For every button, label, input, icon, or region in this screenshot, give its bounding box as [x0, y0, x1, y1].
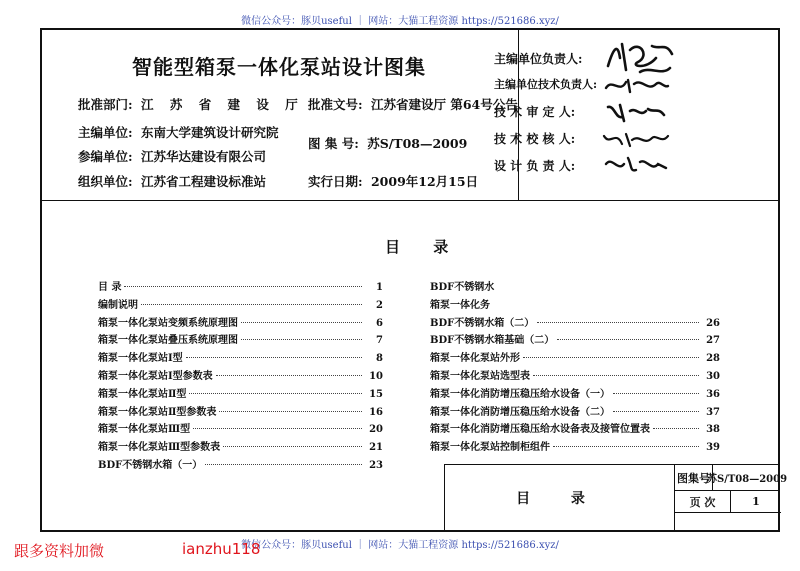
title-block-name: 目 录 — [445, 465, 675, 531]
page-value: 1 — [731, 491, 781, 513]
overlay-text-left: 跟多资料加微 — [14, 542, 105, 560]
approval-unit-value: 江 苏 省 建 设 厅 — [140, 97, 304, 112]
editor-unit-row — [78, 123, 279, 141]
organizer-unit-value: 江苏省工程建设标准站 — [140, 174, 266, 189]
title-block — [444, 464, 788, 532]
effective-date-label: 实行日期: — [308, 174, 363, 189]
toc-item[interactable]: 箱泵一体化泵站Ⅲ型参数表 21 — [98, 442, 383, 454]
atlas-value: 苏S/T08—2009 — [706, 474, 788, 485]
toc-item[interactable]: 编制说明 2 — [98, 299, 383, 311]
atlas-title: 智能型箱泵一体化泵站设计图集 — [132, 55, 426, 79]
toc-title: 目 录 — [385, 238, 463, 256]
toc-right-column — [430, 278, 720, 456]
signature-checker — [600, 128, 670, 150]
approval-doc-row — [308, 95, 518, 113]
toc-item[interactable]: 箱泵一体化泵站控制柜组件 39 — [430, 442, 720, 454]
atlas-no-row — [308, 134, 467, 152]
toc-item[interactable]: BDF不锈钢水箱（一） 23 — [98, 459, 383, 471]
editor-unit-value: 东南大学建筑设计研究院 — [140, 125, 279, 140]
participant-unit-label: 参编单位: — [78, 149, 133, 164]
toc-item[interactable]: 箱泵一体化泵站叠压系统原理图 7 — [98, 335, 383, 347]
signature-reviewer — [600, 101, 670, 123]
toc-item[interactable]: 箱泵一体化消防增压稳压给水设备表及接管位置表 38 — [430, 424, 720, 436]
organizer-unit-label: 组织单位: — [78, 174, 133, 189]
toc-item[interactable]: 箱泵一体化泵站Ⅰ型 8 — [98, 353, 383, 365]
watermark-top: 微信公众号：豚贝useful ｜ 网站：大猫工程资源 https://521686.xyz/ — [241, 16, 559, 27]
signature-design-lead — [600, 154, 670, 176]
participant-unit-row — [78, 147, 266, 165]
toc-item[interactable]: 箱泵一体化泵站Ⅱ型参数表 16 — [98, 406, 383, 418]
watermark-bottom: 微信公众号：豚贝useful ｜ 网站：大猫工程资源 https://521686.xyz/ — [241, 540, 559, 551]
role-design-lead: 设 计 负 责 人: — [494, 159, 576, 173]
toc-item[interactable]: 箱泵一体化务 — [430, 299, 490, 311]
toc-item[interactable]: 箱泵一体化泵站外形 28 — [430, 353, 720, 365]
approval-doc-label: 批准文号: — [308, 97, 363, 112]
participant-unit-value: 江苏华达建设有限公司 — [140, 149, 266, 164]
toc-item[interactable]: 目 录 1 — [98, 282, 383, 293]
approval-unit-label: 批准部门: — [78, 97, 133, 112]
toc-item[interactable]: 箱泵一体化消防增压稳压给水设备（二） 37 — [430, 406, 720, 418]
atlas-label: 图集号 — [675, 465, 713, 490]
role-chief-unit: 主编单位负责人: — [494, 52, 583, 66]
effective-date-row — [308, 172, 478, 190]
overlay-text-right: ianzhu118 — [182, 540, 261, 558]
toc-item[interactable]: 箱泵一体化泵站变频系统原理图 6 — [98, 317, 383, 329]
page-label: 页 次 — [675, 491, 731, 513]
signature-chief-tech — [600, 74, 670, 96]
toc-item[interactable]: 箱泵一体化泵站Ⅲ型 20 — [98, 424, 383, 436]
header-divider — [42, 200, 778, 201]
toc-item[interactable]: 箱泵一体化泵站Ⅱ型 15 — [98, 388, 383, 400]
toc-item[interactable]: 箱泵一体化泵站Ⅰ型参数表 10 — [98, 370, 383, 382]
toc-item[interactable]: 箱泵一体化泵站选型表 30 — [430, 370, 720, 382]
role-checker: 技 术 校 核 人: — [494, 132, 576, 146]
toc-left-column — [98, 278, 383, 474]
atlas-no-label: 图 集 号: — [308, 136, 359, 151]
role-reviewer: 技 术 审 定 人: — [494, 105, 576, 119]
approval-doc-value: 江苏省建设厅 第64号公告 — [370, 97, 518, 112]
toc-item[interactable]: BDF不锈钢水 — [430, 282, 495, 293]
toc-item[interactable]: BDF不锈钢水箱（二） 26 — [430, 317, 720, 329]
organizer-unit-row — [78, 172, 266, 190]
toc-item[interactable]: BDF不锈钢水箱基础（二） 27 — [430, 335, 720, 347]
editor-unit-label: 主编单位: — [78, 125, 133, 140]
atlas-no-value: 苏S/T08—2009 — [367, 136, 468, 151]
toc-item[interactable]: 箱泵一体化消防增压稳压给水设备（一） 36 — [430, 388, 720, 400]
role-chief-tech: 主编单位技术负责人: — [494, 78, 598, 91]
effective-date-value: 2009年12月15日 — [370, 174, 479, 189]
approval-unit-row — [78, 95, 304, 113]
